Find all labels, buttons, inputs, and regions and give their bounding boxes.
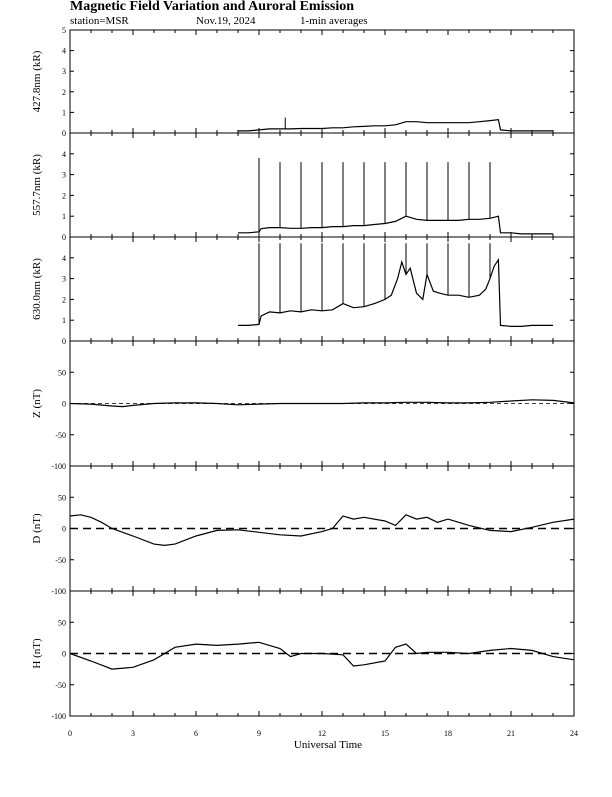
p4278-ytick-label: 5 — [62, 26, 66, 35]
x-tick-label: 9 — [257, 729, 261, 738]
p5577-ytick-label: 2 — [62, 191, 66, 201]
chart-title: Magnetic Field Variation and Auroral Emission — [70, 0, 355, 14]
pZ-ytick-label: -100 — [51, 462, 66, 471]
x-tick-label: 21 — [507, 729, 515, 738]
p5577-ytick-label: 4 — [62, 149, 66, 159]
x-tick-label: 15 — [381, 729, 389, 738]
pD-ytick-label: -50 — [55, 555, 66, 565]
x-tick-label: 3 — [131, 729, 135, 738]
p6300-ytick-label: 1 — [62, 316, 66, 326]
pD-ylabel: D (nT) — [31, 513, 43, 544]
pZ-ylabel: Z (nT) — [31, 388, 43, 419]
p5577-series-line — [238, 216, 553, 234]
p4278-ytick-label: 3 — [62, 67, 66, 77]
station-label: station=MSR — [70, 15, 129, 27]
x-tick-label: 24 — [570, 729, 578, 738]
p6300-ytick-label: 3 — [62, 274, 66, 284]
pH-ylabel: H (nT) — [31, 638, 43, 669]
p5577-ytick-label: 1 — [62, 212, 66, 222]
p5577-ytick-label: 0 — [62, 233, 66, 242]
p4278-ytick-label: 0 — [62, 129, 66, 138]
x-tick-label: 0 — [68, 729, 72, 738]
x-tick-label: 6 — [194, 729, 198, 738]
p4278-ytick-label: 2 — [62, 87, 66, 97]
pH-ytick-label: -50 — [55, 680, 66, 690]
pH-ytick-label: -100 — [51, 712, 66, 721]
x-axis-label: Universal Time — [293, 739, 363, 751]
p4278-frame — [70, 30, 574, 133]
p6300-ytick-label: 2 — [62, 295, 66, 305]
p6300-ytick-label: 4 — [62, 253, 66, 263]
p5577-ytick-label: 3 — [62, 170, 66, 180]
averaging-label: 1-min averages — [300, 15, 368, 27]
pZ-ytick-label: 50 — [58, 368, 66, 378]
pZ-ytick-label: 0 — [62, 399, 66, 409]
p4278-ytick-label: 1 — [62, 108, 66, 118]
pH-ytick-label: 50 — [58, 618, 66, 628]
pZ-ytick-label: -50 — [55, 430, 66, 440]
pH-ytick-label: 0 — [62, 649, 66, 659]
p5577-ylabel: 557.7nm (kR) — [31, 154, 43, 216]
pH-series-line — [70, 642, 574, 669]
p6300-ylabel: 630.0nm (kR) — [31, 258, 43, 320]
panels-group — [31, 26, 578, 738]
pD-ytick-label: -100 — [51, 587, 66, 596]
p4278-ytick-label: 4 — [62, 46, 66, 56]
date-label: Nov.19, 2024 — [196, 15, 256, 27]
p6300-series-line — [238, 260, 553, 327]
p6300-ytick-label: 0 — [62, 337, 66, 346]
pD-ytick-label: 0 — [62, 524, 66, 534]
pD-series-line — [70, 515, 574, 546]
x-tick-label: 18 — [444, 729, 452, 738]
p4278-ylabel: 427.8nm (kR) — [31, 50, 43, 113]
pD-ytick-label: 50 — [58, 493, 66, 503]
x-tick-label: 12 — [318, 729, 326, 738]
